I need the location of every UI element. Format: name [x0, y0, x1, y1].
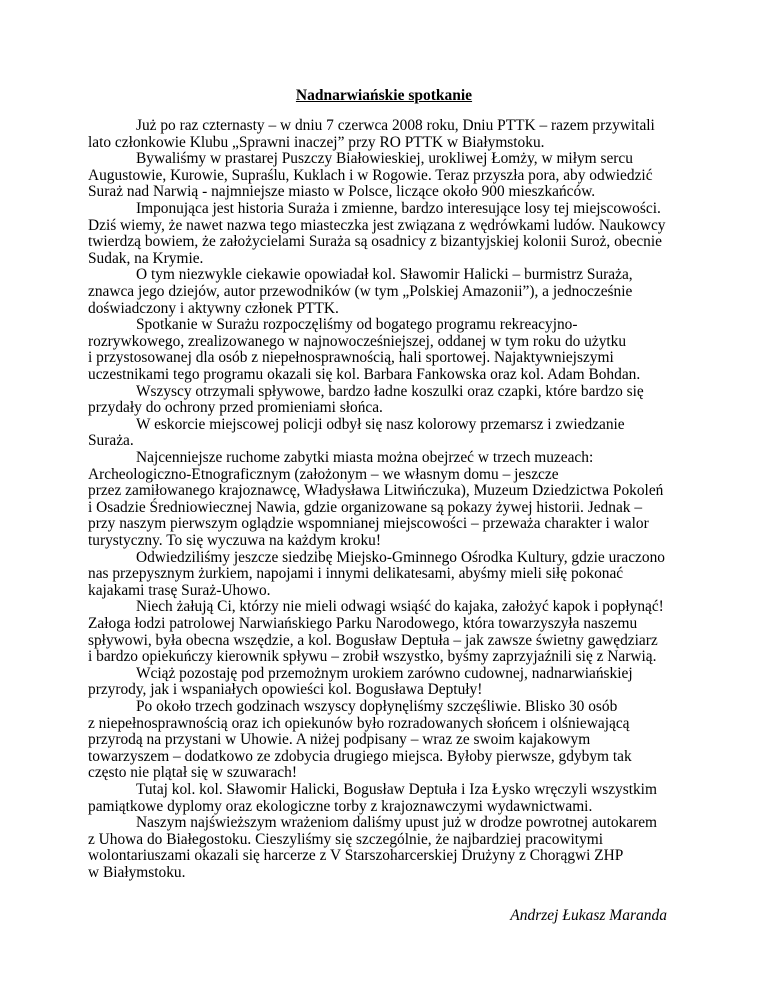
text-line: Archeologiczno-Etnograficznym (założonym – we własnym domu – jeszcze	[88, 465, 559, 483]
text-line: O tym niezwykle ciekawie opowiadał kol. Sławomir Halicki – burmistrz Suraża,	[136, 266, 633, 284]
text-line: wolontariuszami okazali się harcerze z V Starszoharcerskiej Drużyny z Chorągwi ZHP	[88, 847, 624, 865]
text-line: Już po raz czternasty – w dniu 7 czerwca 2008 roku, Dniu PTTK – razem przywitali	[136, 117, 655, 134]
text-line: z niepełnosprawnością oraz ich opiekunów było rozradowanych słońcem i olśniewającą	[88, 714, 630, 732]
text-line: Po około trzech godzinach wszyscy dopłynęliśmy szczęśliwie. Blisko 30 osób	[136, 698, 618, 715]
text-line: Wciąż pozostaję pod przemożnym urokiem zarówno cudownej, nadnarwiańskiej	[136, 664, 633, 682]
text-line: przyrody, jak i wspaniałych opowieści kol. Bogusława Deptuły!	[88, 681, 483, 699]
text-line: kajakami trasę Suraż-Uhowo.	[88, 581, 271, 599]
text-line: Sudak, na Krymie.	[88, 249, 204, 267]
text-line: znawca jego dziejów, autor przewodników (w tym „Polskiej Amazonii”), a jednocześnie	[88, 283, 633, 300]
text-line: Spotkanie w Surażu rozpoczęliśmy od bogatego programu rekreacyjno-	[136, 316, 578, 334]
text-line: twierdzą bowiem, że założycielami Suraża są osadnicy z bizantyjskiej kolonii Suroż, obecnie	[88, 233, 662, 251]
text-line: lato członkowie Klubu „Sprawni inaczej” przy RO PTTK w Białymstoku.	[88, 133, 545, 151]
text-line: Najcenniejsze ruchome zabytki miasta można obejrzeć w trzech muzeach:	[136, 449, 594, 466]
text-line: w Białymstoku.	[88, 864, 186, 881]
text-line: Dziś wiemy, że nawet nazwa tego miasteczka jest związana z wędrówkami ludów. Naukowcy	[88, 216, 666, 234]
text-line: przez zamiłowanego krajoznawcę, Władysława Litwińczuka), Muzeum Dziedzictwa Pokoleń	[88, 482, 664, 500]
author-signature: Andrzej Łukasz Maranda	[510, 906, 667, 924]
text-line: Tutaj kol. kol. Sławomir Halicki, Bogusław Deptuła i Iza Łysko wręczyli wszystkim	[136, 781, 657, 798]
text-line: Wszyscy otrzymali spływowe, bardzo ładne koszulki oraz czapki, które bardzo się	[136, 382, 644, 400]
text-line: przyrodą na przystani w Uhowie. A niżej podpisany – wraz ze swoim kajakowym	[88, 731, 591, 749]
text-line: towarzyszem – dodatkowo ze zdobycia drugiego miejsca. Byłoby pierwsze, gdybym tak	[88, 747, 632, 765]
document-title: Nadnarwiańskie spotkanie	[295, 87, 473, 104]
text-line: często nie plątał się w szuwarach!	[88, 764, 297, 782]
text-line: i przystosowanej dla osób z niepełnosprawnością, hali sportowej. Najaktywniejszymi	[88, 349, 614, 367]
text-line: doświadczony i aktywny członek PTTK.	[88, 299, 339, 317]
text-line: Imponująca jest historia Suraża i zmienne, bardzo interesujące losy tej miejscowości.	[136, 200, 661, 217]
text-line: i Osadzie Średniowiecznej Nawia, gdzie organizowane są pokazy żywej historii. Jednak –	[88, 498, 643, 516]
text-line: i bardzo opiekuńczy kierownik spływu – zrobił wszystko, byśmy zaprzyjaźnili się z Narwią.	[88, 648, 657, 666]
text-line: przydały do ochrony przed promieniami słońca.	[88, 399, 383, 417]
text-line: Bywaliśmy w prastarej Puszczy Białowieskiej, urokliwej Łomży, w miłym sercu	[136, 150, 633, 168]
text-line: turystyczny. To się wyczuwa na każdym kroku!	[88, 532, 381, 549]
text-line: Suraża.	[88, 432, 134, 450]
text-line: uczestnikami tego programu okazali się kol. Barbara Fankowska oraz kol. Adam Bohdan.	[88, 366, 641, 383]
text-line: Augustowie, Kurowie, Supraślu, Kuklach i w Rogowie. Teraz przyszła pora, aby odwiedzić	[88, 166, 653, 184]
text-line: Naszym najświeższym wrażeniom daliśmy upust już w drodze powrotnej autokarem	[136, 814, 657, 832]
text-line: rozrywkowego, zrealizowanego w najnowocześniejszej, oddanej w tym roku do użytku	[88, 332, 627, 350]
text-line: pamiątkowe dyplomy oraz ekologiczne torby z krajoznawczymi wydawnictwami.	[88, 797, 593, 815]
text-line: z Uhowa do Białegostoku. Cieszyliśmy się szczególnie, że najbardziej pracowitymi	[88, 830, 604, 848]
text-line: Załoga łodzi patrolowej Narwiańskiego Parku Narodowego, która towarzyszyła naszemu	[88, 615, 638, 632]
text-line: Suraż nad Narwią - najmniejsze miasto w Polsce, liczące około 900 mieszkańców.	[88, 183, 596, 201]
text-line: nas przepysznym żurkiem, napojami i innymi delikatesami, abyśmy mieli siłę pokonać	[88, 565, 624, 583]
text-line: spływowi, była obecna wszędzie, a kol. Bogusław Deptuła – jak zawsze świetny gawędziarz	[88, 631, 658, 649]
text-line: przy naszym pierwszym oglądzie wspomnianej miejscowości – przeważa charakter i walor	[88, 515, 649, 533]
text-line: Odwiedziliśmy jeszcze siedzibę Miejsko-Gminnego Ośrodka Kultury, gdzie uraczono	[136, 548, 665, 566]
text-line: Niech żałują Ci, którzy nie mieli odwagi wsiąść do kajaka, założyć kapok i popłynąć!	[136, 598, 664, 616]
text-line: W eskorcie miejscowej policji odbył się nasz kolorowy przemarsz i zwiedzanie	[136, 415, 625, 433]
